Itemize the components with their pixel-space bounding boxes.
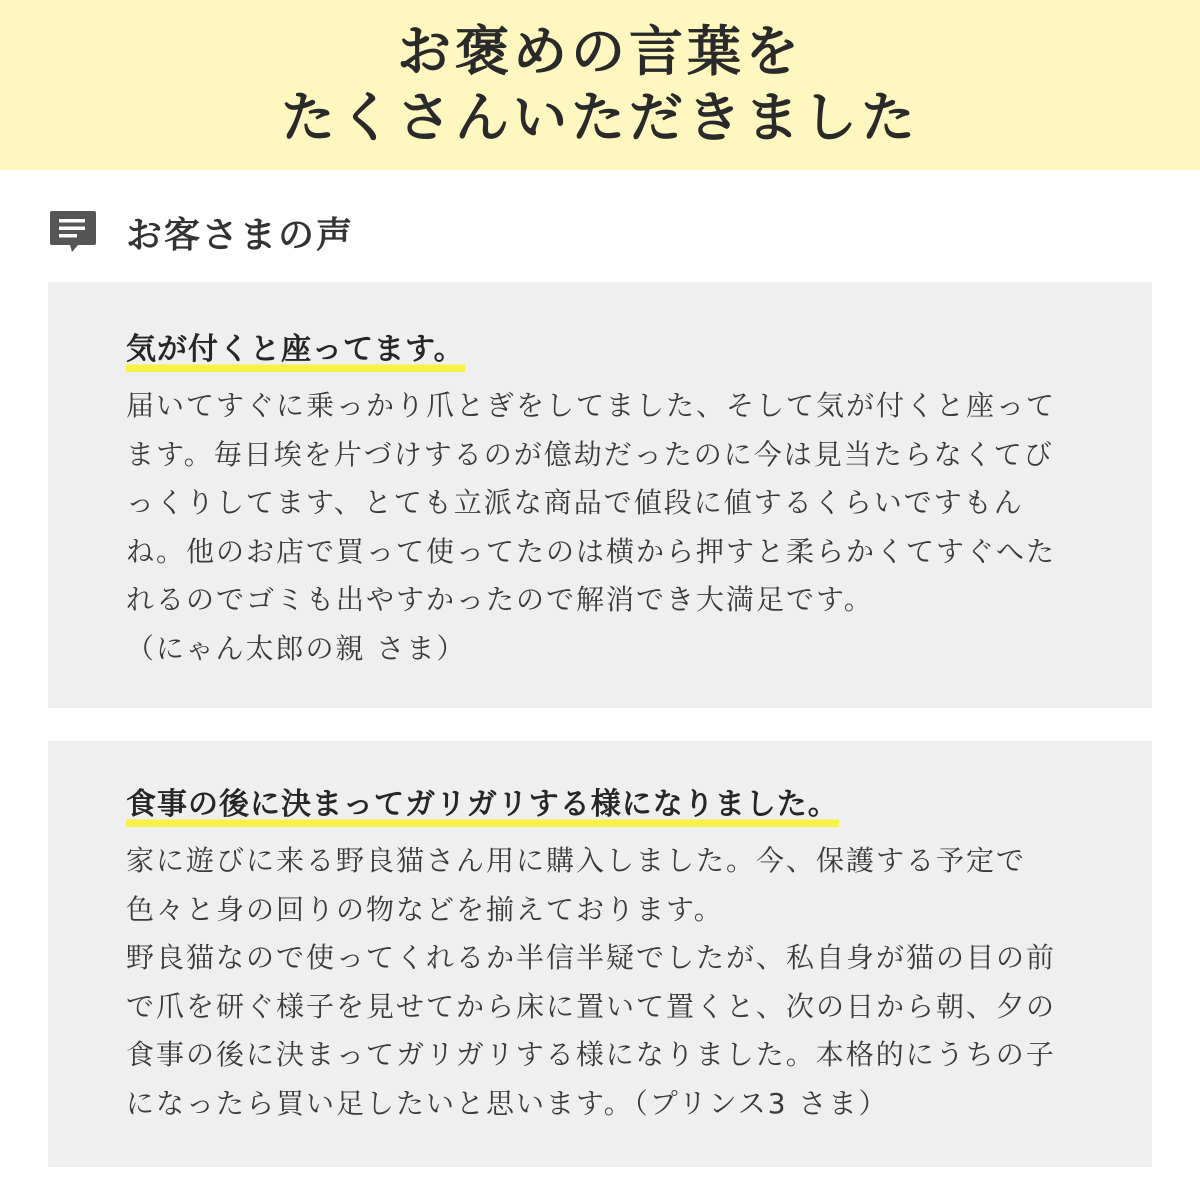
review-body: [126, 837, 1082, 1128]
review-paragraph: 届いてすぐに乗っかり爪とぎをしてました、そして気が付くと座ってます。毎日埃を片づけするのが億劫だったのに今は見当たらなくてびっくりしてます、とても立派な商品で値段に値するくらいですもんね。他のお店で買って使ってたのは横から押すと柔らかくてすぐへたれるのでゴミも出やすかったので解消でき大満足です。: [126, 389, 1057, 616]
banner-title-line-2: たくさんいただきました: [281, 86, 919, 149]
review-title: 気が付くと座ってます。: [126, 330, 465, 372]
review-body: [126, 382, 1082, 673]
section-header: [48, 200, 354, 264]
review-title: 食事の後に決まってガリガリする様になりました。: [126, 785, 839, 827]
review-paragraph: 野良猫なので使ってくれるか半信半疑でしたが、私自身が猫の目の前で爪を研ぐ様子を見せてから床に置いて置くと、次の日から朝、夕の食事の後に決まってガリガリする様になりました。本格的にうちの子になったら買い足したいと思います。（プリンス3 さま）: [126, 941, 1057, 1120]
section-title: お客さまの声: [126, 214, 355, 256]
review-author: （にゃん太郎の親 さま）: [126, 631, 467, 665]
header-banner: [0, 0, 1200, 170]
chat-bubble-icon: [48, 207, 98, 257]
review-paragraph: 家に遊びに来る野良猫さん用に購入しました。今、保護する予定で色々と身の回りの物などを揃えております。: [126, 844, 1027, 926]
banner-title-line-1: お褒めの言葉を: [397, 20, 803, 83]
review-card: [48, 741, 1152, 1167]
review-card: [48, 282, 1152, 708]
